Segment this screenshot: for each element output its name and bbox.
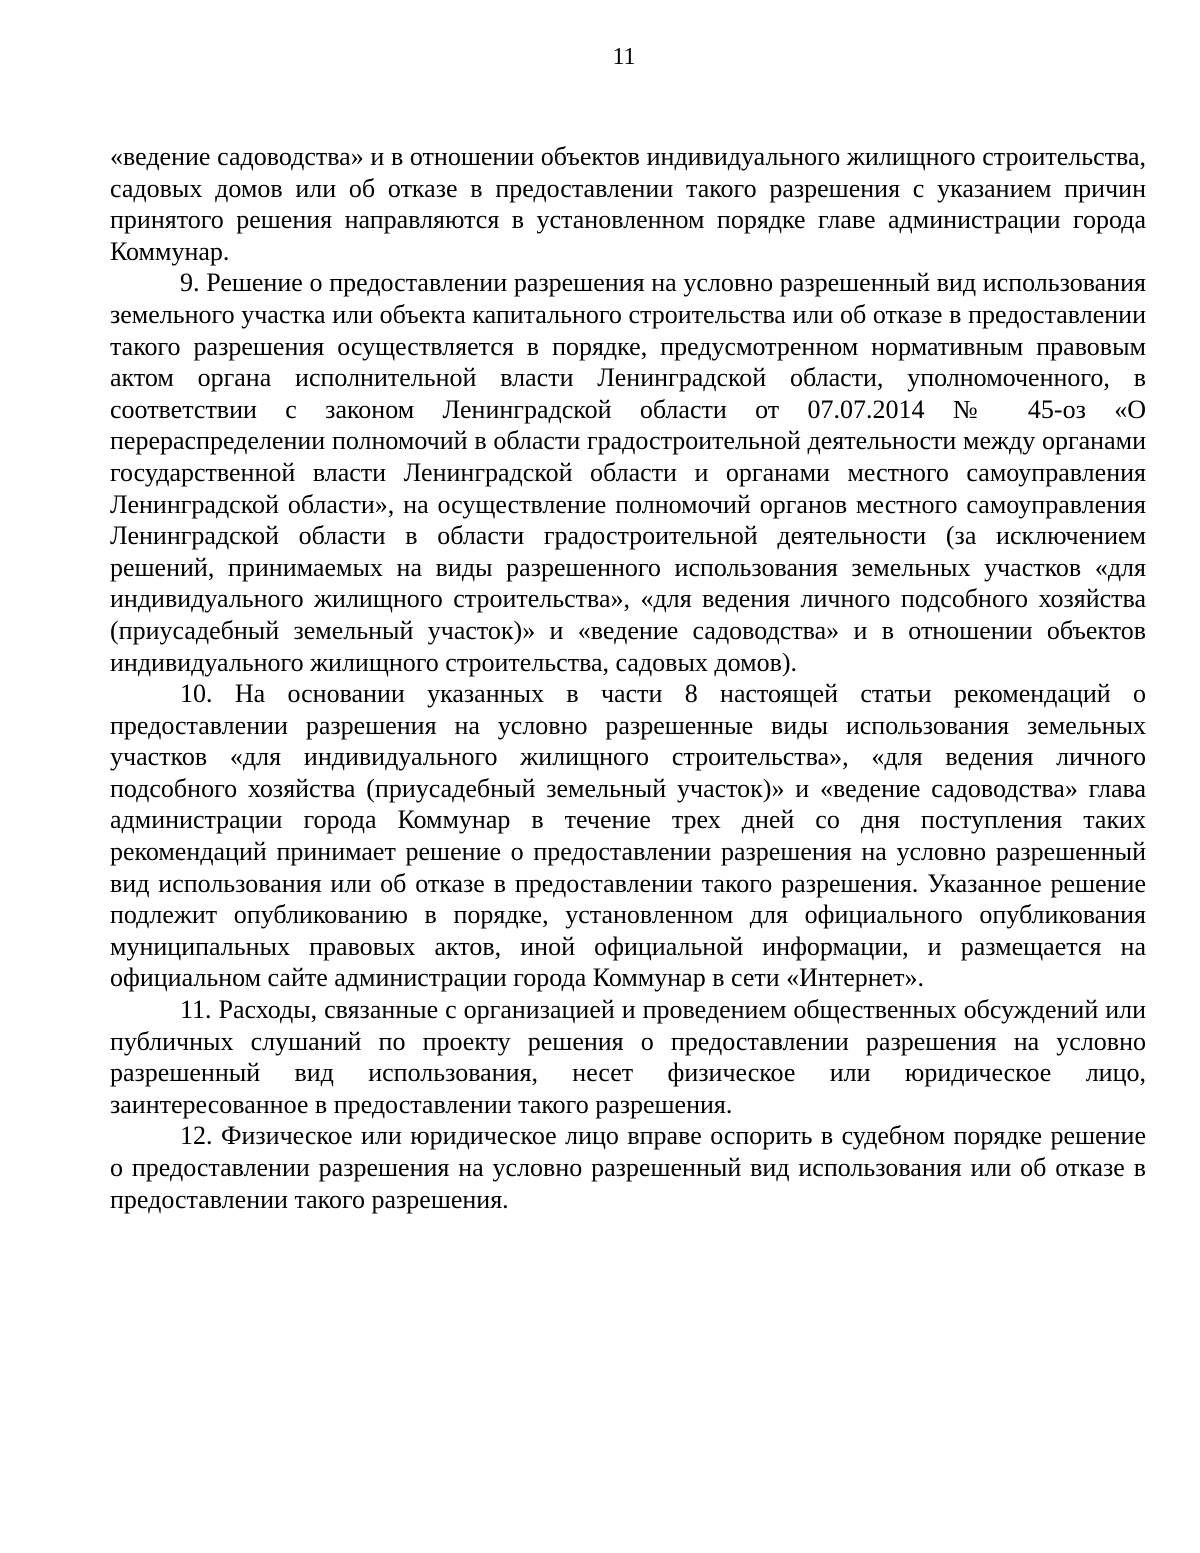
document-body (110, 141, 1146, 1215)
paragraph-12: 12. Физическое или юридическое лицо вправе оспорить в судебном порядке решение о предоставлении разрешения на условно разрешенный вид использования или об отказе в предоставлении такого разрешения. (110, 1121, 1146, 1214)
paragraph-9: 9. Решение о предоставлении разрешения на условно разрешенный вид использования земельного участка или объекта капитального строительства или об отказе в предоставлении такого разрешения осуществляется в порядке, предусмотренном нормативным правовым актом органа исполнительной власти Ленинградской области, уполномоченного, в соответствии с законом Ленинградской области от 07.07.2014 № 45-оз «О перераспределении полномочий в области градостроительной деятельности между органами государственной власти Ленинградской области и органами местного самоуправления Ленинградской области», на осуществление полномочий органов местного самоуправления Ленинградской области в области градостроительной деятельности (за исключением решений, принимаемых на виды разрешенного использования земельных участков «для индивидуального жилищного строительства», «для ведения личного подсобного хозяйства (приусадебный земельный участок)» и «ведение садоводства» и в отношении объектов индивидуального жилищного строительства, садовых домов). (110, 268, 1146, 677)
paragraph-10: 10. На основании указанных в части 8 настоящей статьи рекомендаций о предоставлении разрешения на условно разрешенные виды использования земельных участков «для индивидуального жилищного строительства», «для ведения личного подсобного хозяйства (приусадебный земельный участок)» и «ведение садоводства» глава администрации города Коммунар в течение трех дней со дня поступления таких рекомендаций принимает решение о предоставлении разрешения на условно разрешенный вид использования или об отказе в предоставлении такого разрешения. Указанное решение подлежит опубликованию в порядке, установленном для официального опубликования муниципальных правовых актов, иной официальной информации, и размещается на официальном сайте администрации города Коммунар в сети «Интернет». (110, 679, 1146, 993)
page-number: 11 (612, 44, 636, 70)
paragraph-continuation: «ведение садоводства» и в отношении объектов индивидуального жилищного строительства, садовых домов или об отказе в предоставлении такого разрешения с указанием причин принятого решения направляются в установленном порядке главе администрации города Коммунар. (110, 142, 1146, 266)
paragraph-11: 11. Расходы, связанные с организацией и проведением общественных обсуждений или публичных слушаний по проекту решения о предоставлении разрешения на условно разрешенный вид использования, несет физическое или юридическое лицо, заинтересованное в предоставлении такого разрешения. (110, 995, 1146, 1119)
